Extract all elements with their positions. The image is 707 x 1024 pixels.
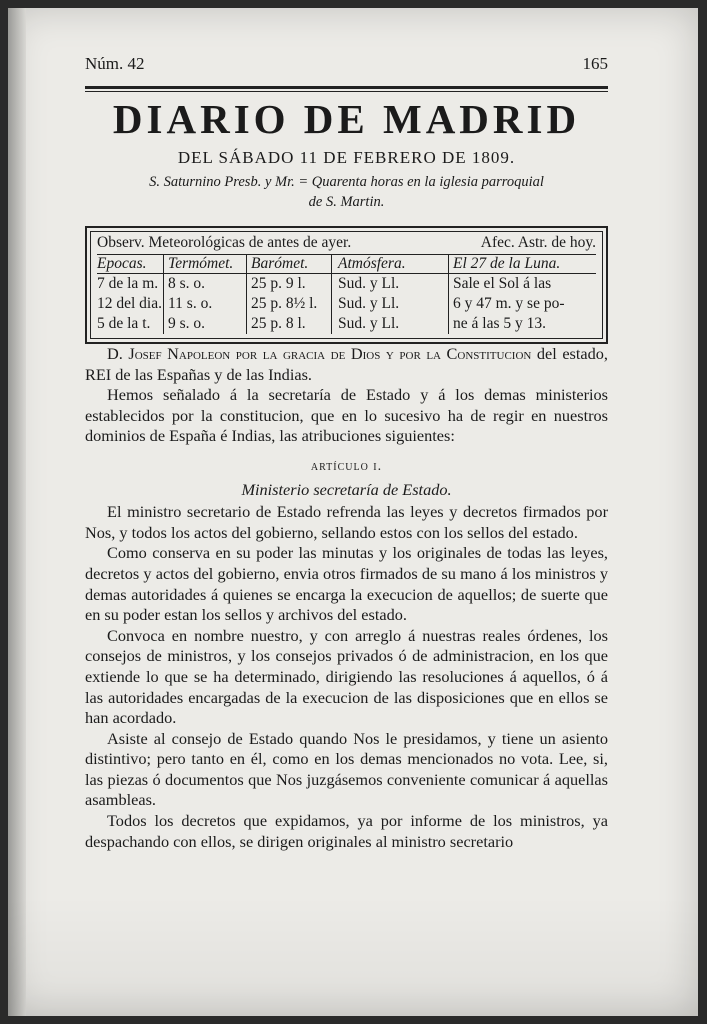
issue-number: Núm. 42 [85,54,145,73]
atmos-cell: Sud. y Ll. [338,315,400,332]
article-heading: artículo i. [310,458,383,474]
paragraph-4: Convoca en nombre nuestro, y con arreglo á nuestras reales órdenes, los consejos de ministros, y los consejos privados ó de administracion, en los que extiende lo que se ha determinado, dirigiendo las resoluciones á aquellos, ó á las autoridades encargadas de la execucion de las disposiciones que en ellos se han acordado. [85,625,608,728]
paper-stain [8,896,698,1016]
term-cell: 8 s. o. [168,275,206,292]
atmosfera-column [331,274,448,334]
masthead: DIARIO DE MADRID [112,96,581,142]
luna-cell: Sale el Sol á las [453,275,552,292]
col-header-luna: El 27 de la Luna. [448,255,596,273]
col-header-epocas: Epocas. [97,255,147,272]
weather-table [85,226,608,344]
epoca-cell: 12 del dia. [97,295,162,312]
col-header-atmosfera: Atmósfera. [331,255,448,273]
paragraph-6: Todos los decretos que expidamos, ya por informe de los ministros, ya despachando con ellos, se dirigen originales al ministro secretario [85,811,608,851]
luna-column [448,274,596,334]
weather-title-right: Afec. Astr. de hoy. [480,234,596,251]
atmos-cell: Sud. y Ll. [338,275,400,292]
paragraph-5: Asiste al consejo de Estado quando Nos le presidamos, y tiene un asiento distintivo; pero tanto en él, como en los demas mencionados no vota. Lee, si, las piezas ó documentos que Nos juzgásemos conveniente comunicar á aquellas asambleas. [85,728,608,810]
ministry-heading: Ministerio secretaría de Estado. [241,479,452,499]
barometro-column [246,274,331,334]
intro-rest: del estado, REI de las Españas y de las Indias. [85,344,608,384]
weather-body [97,274,596,334]
baro-cell: 25 p. 8 l. [251,315,306,332]
term-cell: 11 s. o. [168,295,213,312]
baro-cell: 25 p. 9 l. [251,275,306,292]
article-body [85,344,608,852]
dateline: DEL SÁBADO 11 DE FEBRERO DE 1809. [177,148,516,167]
page-content [85,48,608,852]
paragraph-1: Hemos señalado á la secretaría de Estado y á los demas ministerios establecidos por la constitucion, que en lo sucesivo ha de regir en nuestros dominios de España é Indias, las atribuciones siguientes: [85,385,608,446]
baro-cell: 25 p. 8½ l. [251,295,318,312]
header-rule [85,86,608,92]
term-cell: 9 s. o. [168,315,206,332]
epocas-column [97,274,163,334]
saint-line-1: S. Saturnino Presb. y Mr. = Quarenta horas en la iglesia parroquial [149,174,544,190]
weather-table-inner [90,231,603,339]
atmos-cell: Sud. y Ll. [338,295,400,312]
paragraph-2: El ministro secretario de Estado refrenda las leyes y decretos firmados por Nos, y todos los actos del gobierno, sellando estos con los sellos del estado. [85,502,608,542]
intro-smallcaps: D. Josef Napoleon por la gracia de Dios y por la Constitucion [107,344,532,363]
newspaper-page [8,8,698,1016]
page-header [85,54,608,74]
epoca-cell: 7 de la m. [97,275,159,292]
saint-line-2: de S. Martin. [308,194,385,210]
luna-cell: ne á las 5 y 13. [453,315,546,332]
paragraph-3: Como conserva en su poder las minutas y los originales de todas las leyes, decretos y actos del gobierno, envia otros firmados de su mano á los ministros y demas autoridades á quienes se encarga la execucion de aquellos; de suerte que en su poder estan los sellos y archivos del estado. [85,543,608,625]
col-header-termometro: Termómet. [163,255,246,273]
weather-title-row [97,234,596,255]
col-header-barometro: Barómet. [246,255,331,273]
weather-title-left: Observ. Meteorológicas de antes de ayer. [97,234,352,251]
luna-cell: 6 y 47 m. y se po- [453,295,565,312]
page-edge [8,8,26,1016]
epoca-cell: 5 de la t. [97,315,151,332]
page-number: 165 [582,54,608,73]
intro-paragraph [85,344,608,385]
termometro-column [163,274,246,334]
saint-note [85,172,608,212]
weather-header-row [97,255,596,274]
